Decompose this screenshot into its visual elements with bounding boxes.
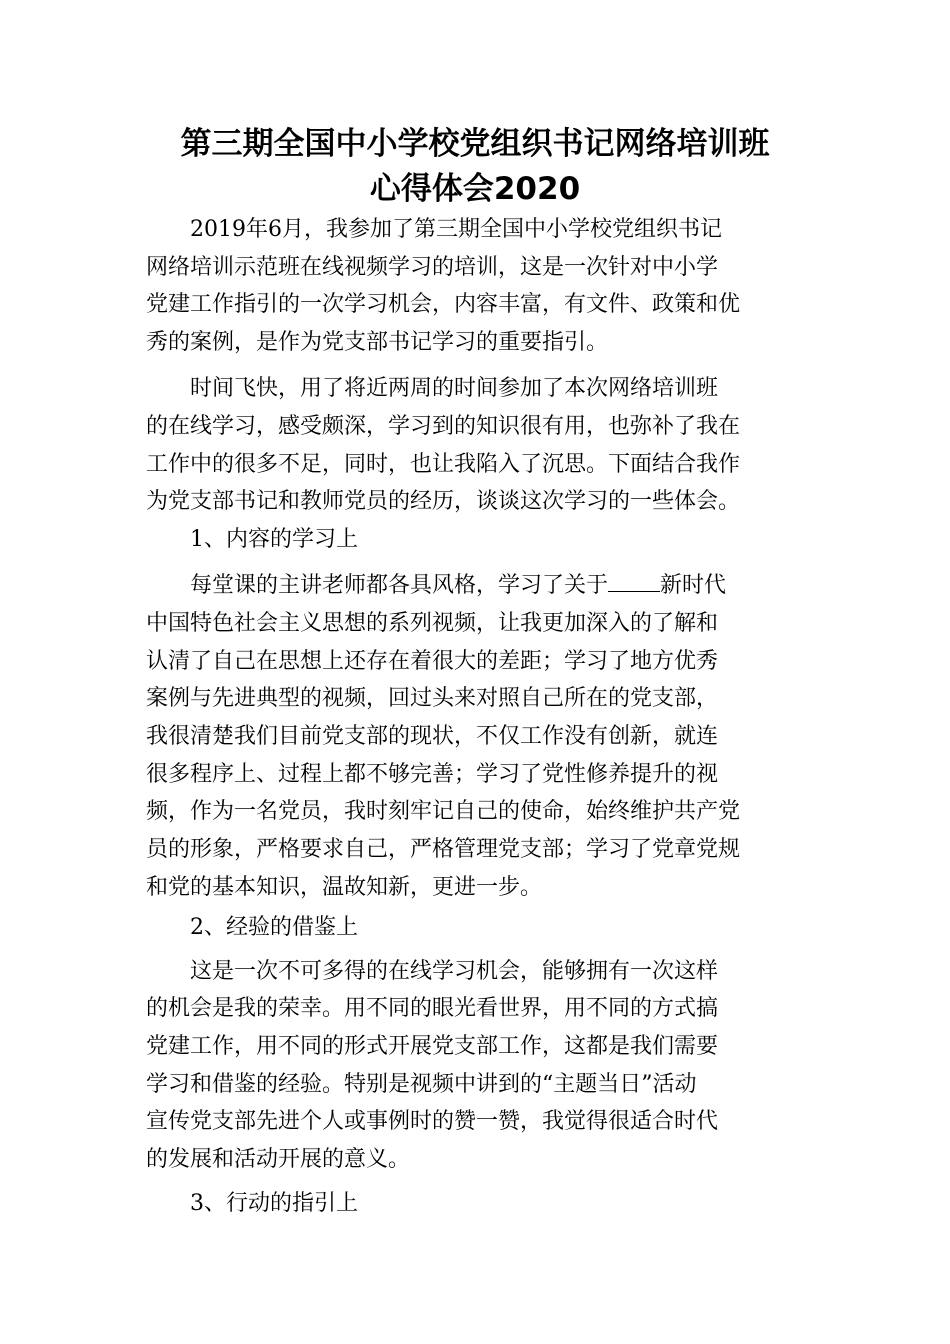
section-heading-1: 1、内容的学习上 xyxy=(146,527,358,552)
body-line-10-prefix: 每堂课的主讲老师都各具风格，学习了关于 xyxy=(146,573,609,598)
body-line-11: 中国特色社会主义思想的系列视频，让我更加深入的了解和 xyxy=(146,611,719,636)
body-line-25: 的发展和活动开展的意义。 xyxy=(146,1147,411,1172)
document-title-line-2: 心得体会2020 xyxy=(369,171,581,207)
body-line-8: 为党支部书记和教师党员的经历，谈谈这次学习的一些体会。 xyxy=(146,489,741,514)
body-line-15: 很多程序上、过程上都不够完善；学习了党性修养提升的视 xyxy=(146,762,719,787)
body-line-12: 认清了自己在思想上还存在着很大的差距；学习了地方优秀 xyxy=(146,649,719,674)
body-line-14: 我很清楚我们目前党支部的现状，不仅工作没有创新，就连 xyxy=(146,724,719,749)
body-line-4: 秀的案例，是作为党支部书记学习的重要指引。 xyxy=(146,330,609,355)
body-line-2: 网络培训示范班在线视频学习的培训，这是一次针对中小学 xyxy=(146,255,719,280)
body-line-20: 这是一次不可多得的在线学习机会，能够拥有一次这样 xyxy=(146,959,719,984)
body-line-13: 案例与先进典型的视频，回过头来对照自己所在的党支部， xyxy=(146,686,719,711)
body-line-22: 党建工作，用不同的形式开展党支部工作，这都是我们需要 xyxy=(146,1034,719,1059)
body-line-6: 的在线学习，感受颇深，学习到的知识很有用，也弥补了我在 xyxy=(146,414,741,439)
section-heading-2: 2、经验的借鉴上 xyxy=(146,915,358,940)
body-line-1: 2019年6月，我参加了第三期全国中小学校党组织书记 xyxy=(146,217,722,242)
body-line-18: 和党的基本知识，温故知新，更进一步。 xyxy=(146,875,543,900)
body-line-21: 的机会是我的荣幸。用不同的眼光看世界，用不同的方式搞 xyxy=(146,996,719,1021)
blank-underline xyxy=(608,573,660,592)
body-line-10-suffix: 新时代 xyxy=(660,573,727,598)
section-heading-3: 3、行动的指引上 xyxy=(146,1191,358,1216)
body-line-17: 员的形象，严格要求自己，严格管理党支部；学习了党章党规 xyxy=(146,837,741,862)
body-line-5: 时间飞快，用了将近两周的时间参加了本次网络培训班 xyxy=(146,376,719,401)
body-line-3: 党建工作指引的一次学习机会，内容丰富，有文件、政策和优 xyxy=(146,292,741,317)
body-line-24: 宣传党支部先进个人或事例时的赞一赞，我觉得很适合时代 xyxy=(146,1109,719,1134)
body-line-10 xyxy=(146,571,726,601)
body-line-7: 工作中的很多不足，同时，也让我陷入了沉思。下面结合我作 xyxy=(146,452,741,477)
body-line-23: 学习和借鉴的经验。特别是视频中讲到的“主题当日”活动 xyxy=(146,1072,697,1097)
body-line-16: 频，作为一名党员，我时刻牢记自己的使命，始终维护共产党 xyxy=(146,799,741,824)
document-title-line-1: 第三期全国中小学校党组织书记网络培训班 xyxy=(180,126,770,162)
